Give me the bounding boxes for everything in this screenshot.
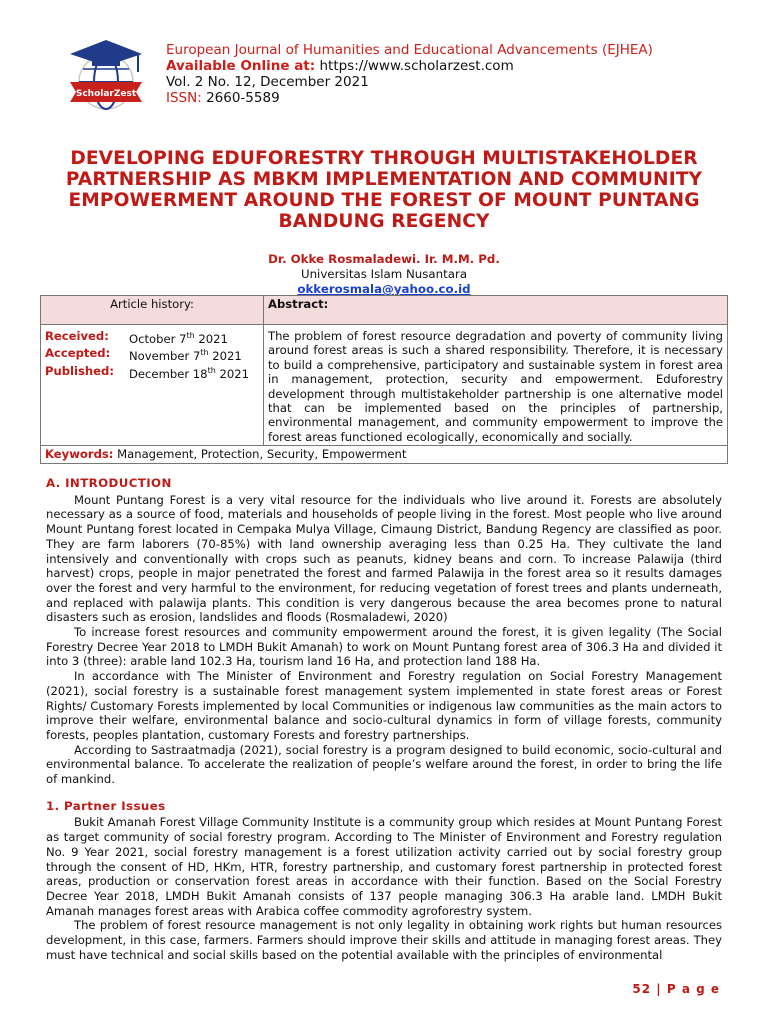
history-cell [41, 325, 264, 446]
abstract-text: The problem of forest resource degradation and poverty of community living around forest areas is such a shared responsibility. Therefore, it is necessary to build a comprehensive, participatory and sustainable system in forest area in management, protection, security and empowerment. Eduforestry development through multistakeholder partnership is one alternative model that can be implemented based on the principles of partnership, environmental management, and community empowerment to improve the forest areas functioned ecologically, economically and socially. [264, 325, 728, 446]
history-received [45, 329, 259, 346]
issn-label: ISSN: [166, 90, 202, 106]
partner-paragraph: The problem of forest resource management is not only legality in obtaining work rights but human resources development, in this case, farmers. Farmers should improve their skills and attitude in managing forest areas. They must have technical and social skills based on the potential available with the principles of environmental [46, 918, 722, 962]
meta-header-row [41, 296, 728, 325]
scholarzest-logo [64, 38, 148, 112]
section-spacer [46, 787, 722, 799]
author-affiliation: Universitas Islam Nusantara [300, 267, 468, 281]
section-heading-introduction: A. INTRODUCTION [46, 476, 172, 490]
article-body [46, 476, 722, 963]
published-label: Published: [45, 363, 114, 378]
availability-line [166, 58, 653, 74]
keywords-row [41, 446, 728, 463]
keywords-list: Management, Protection, Security, Empowerment [113, 447, 407, 462]
abstract-header: Abstract: [264, 296, 728, 325]
journal-name: European Journal of Humanities and Educational Advancements (EJHEA) [166, 42, 653, 58]
intro-paragraph: According to Sastraatmadja (2021), social forestry is a program designed to build economic, socio-cultural and environmental balance. To accelerate the realization of people’s welfare around the forest, in order to bring the life of mankind. [46, 742, 722, 787]
journal-masthead [54, 38, 728, 114]
partner-paragraph: Bukit Amanah Forest Village Community Institute is a community group which resides at Mount Puntang Forest as target community of social forestry program. According to The Minister of Environment and Forestry regulation No. 9 Year 2021, social forestry management is a forest utilization activity carried out by social forestry group through the consent of HD, HKm, HTR, forestry partnership, and customary forest partnership in protected forest areas, production or conservation forest areas in accordance with their function. Based on the Social Forestry Decree Year 2018, LMDH Bukit Amanah consists of 137 people managing 306.3 Ha arable land. LMDH Bukit Amanah manages forest areas with Arabica coffee commodity agroforestry system. [46, 815, 722, 918]
issn-value: 2660-5589 [206, 90, 280, 106]
author-name: Dr. Okke Rosmaladewi. Ir. M.M. Pd. [268, 252, 500, 266]
meta-content-row [41, 325, 728, 446]
history-header: Article history: [41, 296, 264, 325]
page-number: 52 | P a g e [632, 982, 720, 996]
intro-paragraph: Mount Puntang Forest is a very vital resource for the individuals who live around it. Forests are absolutely necessary as a source of food, materials and households of people living in the forest. Most people who live around Mount Puntang forest located in Cempaka Mulya Village, Cimaung District, Bandung Regency are classified as poor. They are farm laborers (70-85%) with land ownership averaging less than 0.25 Ha. They cultivate the land intensively and conventionally with crops such as peanuts, kidney beans and corn. To increase Palawija (third harvest) crops, people in major penetrated the forest and farmed Palawija in the forest area so it results damages over the forest and very harmful to the environment, for reducing vegetation of forest trees and plants underneath, and replaced with palawija plants. This condition is very dangerous because the area becomes prone to natural disasters such as erosion, landslides and floods (Rosmaladewi, 2020) [46, 492, 722, 625]
keywords-label: Keywords: [45, 447, 114, 462]
accepted-label: Accepted: [45, 346, 111, 361]
journal-url[interactable]: https://www.scholarzest.com [319, 58, 514, 74]
article-title: DEVELOPING EDUFORESTRY THROUGH MULTISTAKEHOLDER PARTNERSHIP AS MBKM IMPLEMENTATION AND COMMUNITY EMPOWERMENT AROUND THE FOREST OF MOUNT PUNTANG BANDUNG REGENCY [65, 148, 703, 232]
published-date: December 18th 2021 [129, 365, 249, 381]
accepted-date: November 7th 2021 [129, 348, 242, 364]
intro-paragraph: To increase forest resources and community empowerment around the forest, it is given legality (The Social Forestry Decree Year 2018 to LMDH Bukit Amanah) to work on Mount Puntang forest area of 306.3 Ha and divided it into 3 (three): arable land 102.3 Ha, tourism land 16 Ha, and protection land 188 Ha. [46, 625, 722, 669]
intro-paragraph: In accordance with The Minister of Environment and Forestry regulation on Social Forestry Management (2021), social forestry is a sustainable forest management system implemented in state forest areas or Forest Rights/ Customary Forests implemented by local Communities or indigenous law communities as the main actors to improve their welfare, environmental balance and socio-cultural dynamics in form of village forests, community forests, peoples plantation, customary Forests and forestry partnerships. [46, 669, 722, 742]
article-meta-table [40, 295, 728, 464]
keywords-cell [41, 446, 728, 463]
history-accepted [45, 346, 259, 363]
journal-info [166, 42, 653, 106]
received-label: Received: [45, 329, 109, 343]
author-email[interactable]: okkerosmala@yahoo.co.id [297, 282, 471, 296]
history-published [45, 364, 259, 381]
volume-line: Vol. 2 No. 12, December 2021 [166, 74, 369, 90]
received-date: October 7th 2021 [129, 331, 228, 346]
section-heading-partner-issues: 1. Partner Issues [46, 798, 166, 813]
issn-line [166, 90, 653, 106]
available-label: Available Online at: [166, 58, 316, 74]
author-block [0, 252, 768, 297]
logo-wordmark: ScholarZest [75, 89, 137, 99]
